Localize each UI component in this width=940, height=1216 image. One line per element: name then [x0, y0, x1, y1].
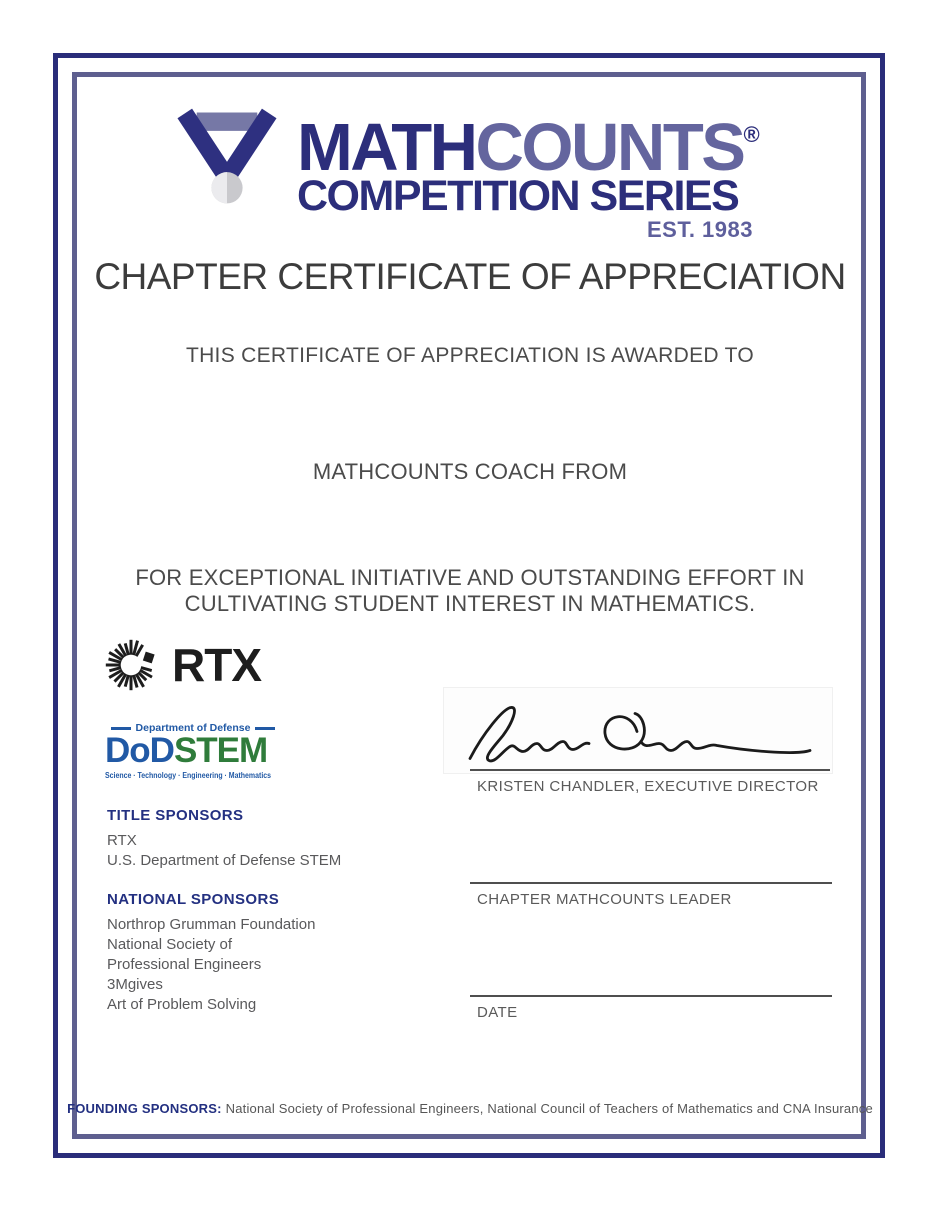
dod-stem-tagline: Science · Technology · Engineering · Mathematics: [105, 770, 272, 780]
national-sponsor-item: Art of Problem Solving: [107, 996, 257, 1013]
title-sponsors-heading: TITLE SPONSORS: [107, 807, 244, 824]
recipient-line: MATHCOUNTS COACH FROM: [312, 459, 628, 484]
leader-line-label: CHAPTER MATHCOUNTS LEADER: [477, 891, 732, 908]
stem-acronym-text: STEM: [173, 731, 268, 770]
dod-acronym-text: DoD: [105, 731, 174, 770]
brand-counts-text: COUNTS: [475, 110, 744, 185]
certificate-title: CHAPTER CERTIFICATE OF APPRECIATION: [94, 256, 846, 297]
dod-stem-acronym: [105, 731, 281, 770]
reason-line-1: FOR EXCEPTIONAL INITIATIVE AND OUTSTANDING EFFORT IN: [135, 565, 805, 590]
national-sponsors-list: [107, 915, 315, 1015]
dod-header-text: Department of Defense: [135, 722, 251, 734]
rtx-starburst-icon: [103, 637, 159, 693]
signature-rule: [470, 769, 830, 771]
medal-ribbon-icon: [171, 106, 283, 220]
title-sponsors-list: [107, 831, 341, 871]
national-sponsor-item: Northrop Grumman Foundation: [107, 916, 316, 933]
rtx-wordmark-text: RTX: [172, 639, 261, 691]
national-sponsor-item: 3Mgives: [107, 976, 163, 993]
mathcounts-logo: [171, 106, 767, 241]
founding-sponsors-label: FOUNDING SPONSORS:: [67, 1101, 222, 1116]
competition-series-text: COMPETITION SERIES: [297, 172, 739, 220]
mathcounts-wordmark: [297, 106, 767, 241]
leader-signature-rule: [470, 882, 832, 884]
national-sponsor-item: Professional Engineers: [107, 956, 262, 973]
dod-left-dash: [111, 727, 131, 730]
executive-director-signature: [465, 703, 815, 769]
registered-trademark-symbol: ®: [743, 122, 760, 147]
dod-stem-logo: [105, 722, 281, 780]
reason-text: [0, 565, 940, 617]
founding-sponsors-line: [0, 1101, 940, 1116]
rtx-logo: [103, 637, 261, 693]
dod-right-dash: [255, 727, 275, 730]
date-rule: [470, 995, 832, 997]
national-sponsors-heading: NATIONAL SPONSORS: [107, 891, 280, 908]
reason-line-2: CULTIVATING STUDENT INTEREST IN MATHEMATICS.: [184, 591, 756, 616]
founding-sponsors-text: National Society of Professional Engineers, National Council of Teachers of Mathematics and CNA Insurance: [225, 1101, 873, 1116]
awarded-to-line: THIS CERTIFICATE OF APPRECIATION IS AWARDED TO: [185, 344, 755, 367]
date-line-label: DATE: [477, 1004, 518, 1021]
national-sponsor-item: National Society of: [107, 936, 233, 953]
brand-math-text: MATH: [297, 110, 476, 185]
title-sponsor-item: U.S. Department of Defense STEM: [107, 852, 342, 869]
title-sponsor-item: RTX: [107, 832, 137, 849]
signer-name-title: KRISTEN CHANDLER, EXECUTIVE DIRECTOR: [477, 778, 819, 795]
established-year-text: EST. 1983: [646, 217, 753, 242]
